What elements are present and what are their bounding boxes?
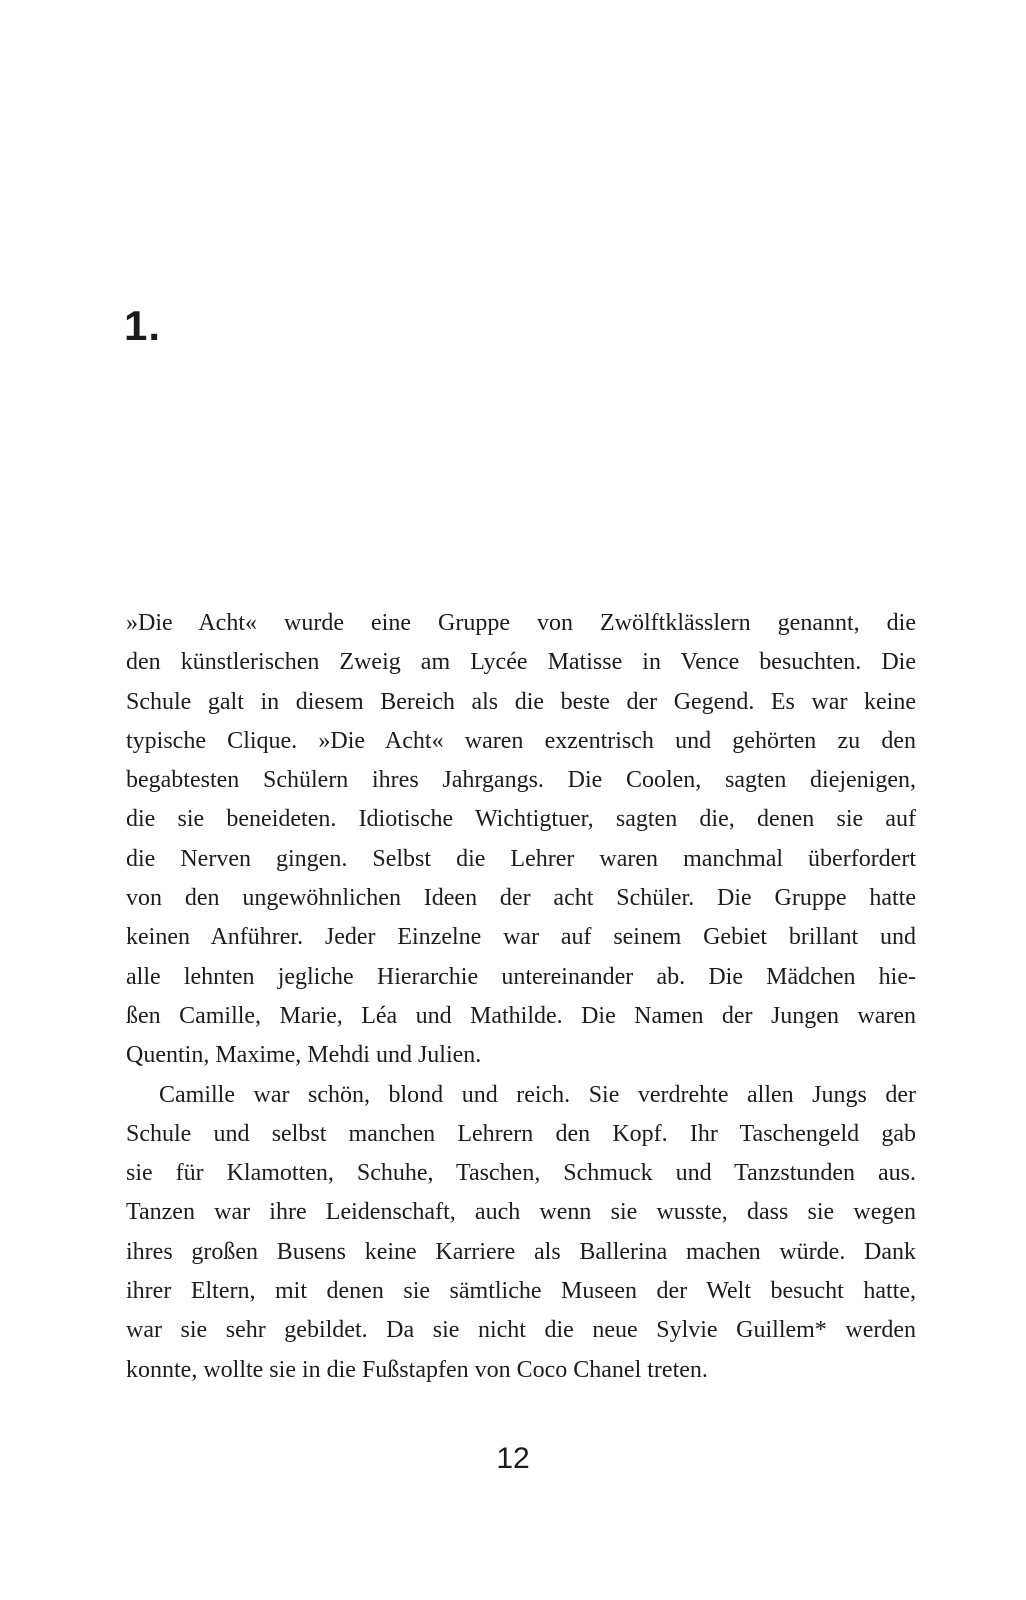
text-line: Quentin, Maxime, Mehdi und Julien. [126, 1042, 482, 1069]
text-line: keinen Anführer. Jeder Einzelne war auf seinem Gebiet brillant und [126, 924, 916, 951]
text-line: Camille war schön, blond und reich. Sie verdrehte allen Jungs der [159, 1081, 916, 1108]
text-line: begabtesten Schülern ihres Jahrgangs. Die Coolen, sagten diejenigen, [126, 767, 916, 794]
text-line: war sie sehr gebildet. Da sie nicht die neue Sylvie Guillem* werden [126, 1317, 916, 1344]
text-line: die sie beneideten. Idiotische Wichtigtuer, sagten die, denen sie auf [126, 806, 916, 833]
text-line: alle lehnten jegliche Hierarchie untereinander ab. Die Mädchen hie- [126, 963, 916, 990]
text-line: ßen Camille, Marie, Léa und Mathilde. Die Namen der Jungen waren [126, 1002, 916, 1029]
text-line: Tanzen war ihre Leidenschaft, auch wenn sie wusste, dass sie wegen [126, 1199, 916, 1226]
text-line: sie für Klamotten, Schuhe, Taschen, Schmuck und Tanzstunden aus. [126, 1160, 916, 1187]
text-line: die Nerven gingen. Selbst die Lehrer waren manchmal überfordert [126, 845, 916, 872]
text-line: von den ungewöhnlichen Ideen der acht Schüler. Die Gruppe hatte [126, 885, 916, 912]
text-line: »Die Acht« wurde eine Gruppe von Zwölftklässlern genannt, die [126, 610, 916, 636]
text-line: ihrer Eltern, mit denen sie sämtliche Museen der Welt besucht hatte, [126, 1278, 916, 1305]
paragraph [126, 604, 916, 1076]
paragraph [126, 1076, 916, 1390]
text-line: den künstlerischen Zweig am Lycée Matisse in Vence besuchten. Die [126, 649, 916, 676]
body-text [126, 604, 916, 1390]
text-line: ihres großen Busens keine Karriere als Ballerina machen würde. Dank [126, 1238, 916, 1265]
chapter-number: 1. [124, 302, 162, 349]
page-number: 12 [496, 1442, 530, 1475]
text-line: konnte, wollte sie in die Fußstapfen von Coco Chanel treten. [126, 1356, 708, 1383]
text-line: typische Clique. »Die Acht« waren exzentrisch und gehörten zu den [126, 727, 916, 754]
text-line: Schule und selbst manchen Lehrern den Kopf. Ihr Taschengeld gab [126, 1120, 916, 1147]
text-line: Schule galt in diesem Bereich als die beste der Gegend. Es war keine [126, 688, 916, 715]
